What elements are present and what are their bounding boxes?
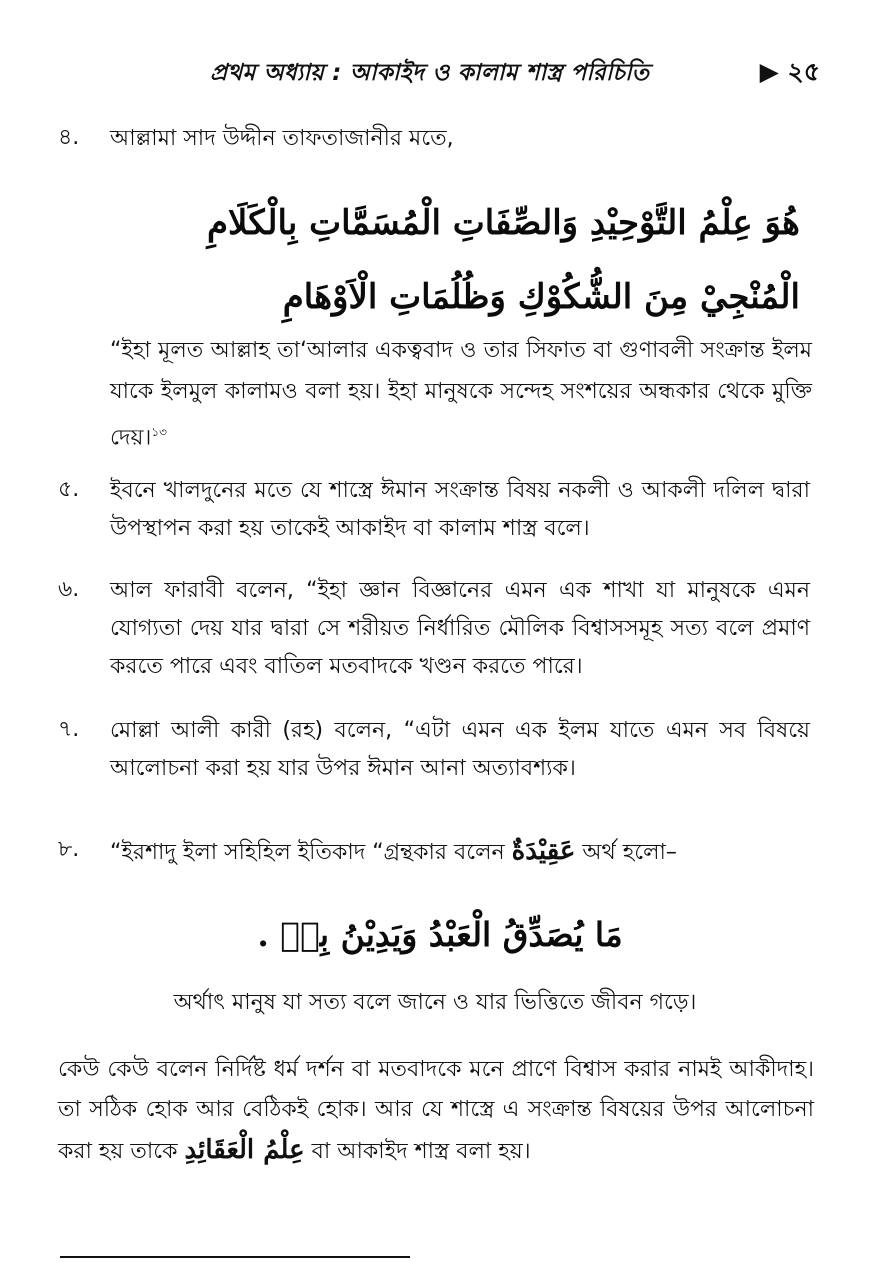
item-text: আল্লামা সাদ উদ্দীন তাফতাজানীর মতে,: [110, 126, 454, 151]
arabic-word: عَقِيْدَةٌ: [511, 836, 576, 866]
item-number: ৪.: [58, 125, 80, 150]
item-number: ৫.: [58, 477, 80, 502]
arabic-phrase: مَا يُصَدِّقُ الْعَبْدُ وَيَدِيْنُ بِهٖ .: [257, 915, 623, 954]
arabic-term: عِلْمُ الْعَقَائِدِ: [184, 1135, 305, 1165]
closing-text-after: বা আকাইদ শাস্ত্র বলা হয়।: [311, 1139, 531, 1164]
footnote-divider: [60, 1256, 410, 1258]
item-text: ইবনে খালদুনের মতে যে শাস্ত্রে ঈমান সংক্রান্ত বিষয় নকলী ও আকলী দলিল দ্বারা উপস্থাপন করা হয় তাকেই আকাইদ বা কালাম শাস্ত্র বলে।: [110, 478, 810, 541]
item-text: [110, 832, 810, 872]
closing-paragraph: [58, 1050, 814, 1172]
item-text-after: অর্থ হলো–: [582, 840, 677, 865]
item-number: ৬.: [58, 577, 80, 602]
item-text-before: “ইরশাদু ইলা সহিহিল ইতিকাদ “গ্রন্থকার বলেন: [110, 840, 505, 865]
item-text: আল ফারাবী বলেন, “ইহা জ্ঞান বিজ্ঞানের এমন এক শাখা যা মানুষকে এমন যোগ্যতা দেয় যার দ্বারা সে শরীয়ত নির্ধারিত মৌলিক বিশ্বাসসমূহ সত্য বলে প্রমাণ করতে পারে এবং বাতিল মতবাদকে খণ্ডন করতে পারে।: [110, 578, 810, 679]
closing-text-before: কেউ কেউ বলেন নির্দিষ্ট ধর্ম দর্শন বা মতবাদকে মনে প্রাণে বিশ্বাস করার নামই আকীদাহ। তা সঠিক হোক আর বেঠিকই হোক। আর যে শাস্ত্রে এ সংক্রান্ত বিষয়ের উপর আলোচনা করা হয় তাকে: [58, 1057, 814, 1164]
item-number: ৭.: [58, 717, 80, 742]
page-number: ▶ ২৫: [759, 57, 820, 86]
quote-paragraph: [110, 330, 812, 458]
footnote-marker: ১৩: [151, 425, 167, 439]
quote-text: “ইহা মূলত আল্লাহ তা‘আলার একত্ববাদ ও তার সিফাত বা গুণাবলী সংক্রান্ত ইলম যাকে ইলমুল কালামও বলা হয়। ইহা মানুষকে সন্দেহ সংশয়ের অন্ধকার থেকে মুক্তি দেয়।: [110, 338, 812, 451]
item-number: ৮.: [58, 837, 80, 862]
arabic-definition: هُوَ عِلْمُ التَّوْحِيْدِ وَالصِّفَاتِ الْمُسَمَّاتِ بِالْكَلَامِ الْمُنْجِيْ مِنَ الشُّكُوْكِ وَظُلُمَاتِ الْاَوْهَامِ: [207, 203, 800, 317]
running-header: [200, 48, 820, 88]
item-text: মোল্লা আলী কারী (রহ) বলেন, “এটা এমন এক ইলম যাতে এমন সব বিষয়ে আলোচনা করা হয় যার উপর ঈমান আনা অত্যাবশ্যক।: [110, 718, 810, 781]
chapter-title: প্রথম অধ্যায় : আকাইদ ও কালাম শাস্ত্র পরিচিতি: [210, 60, 650, 86]
translation-line: অর্থাৎ মানুষ যা সত্য বলে জানে ও যার ভিত্তিতে জীবন গড়ে।: [173, 990, 697, 1015]
